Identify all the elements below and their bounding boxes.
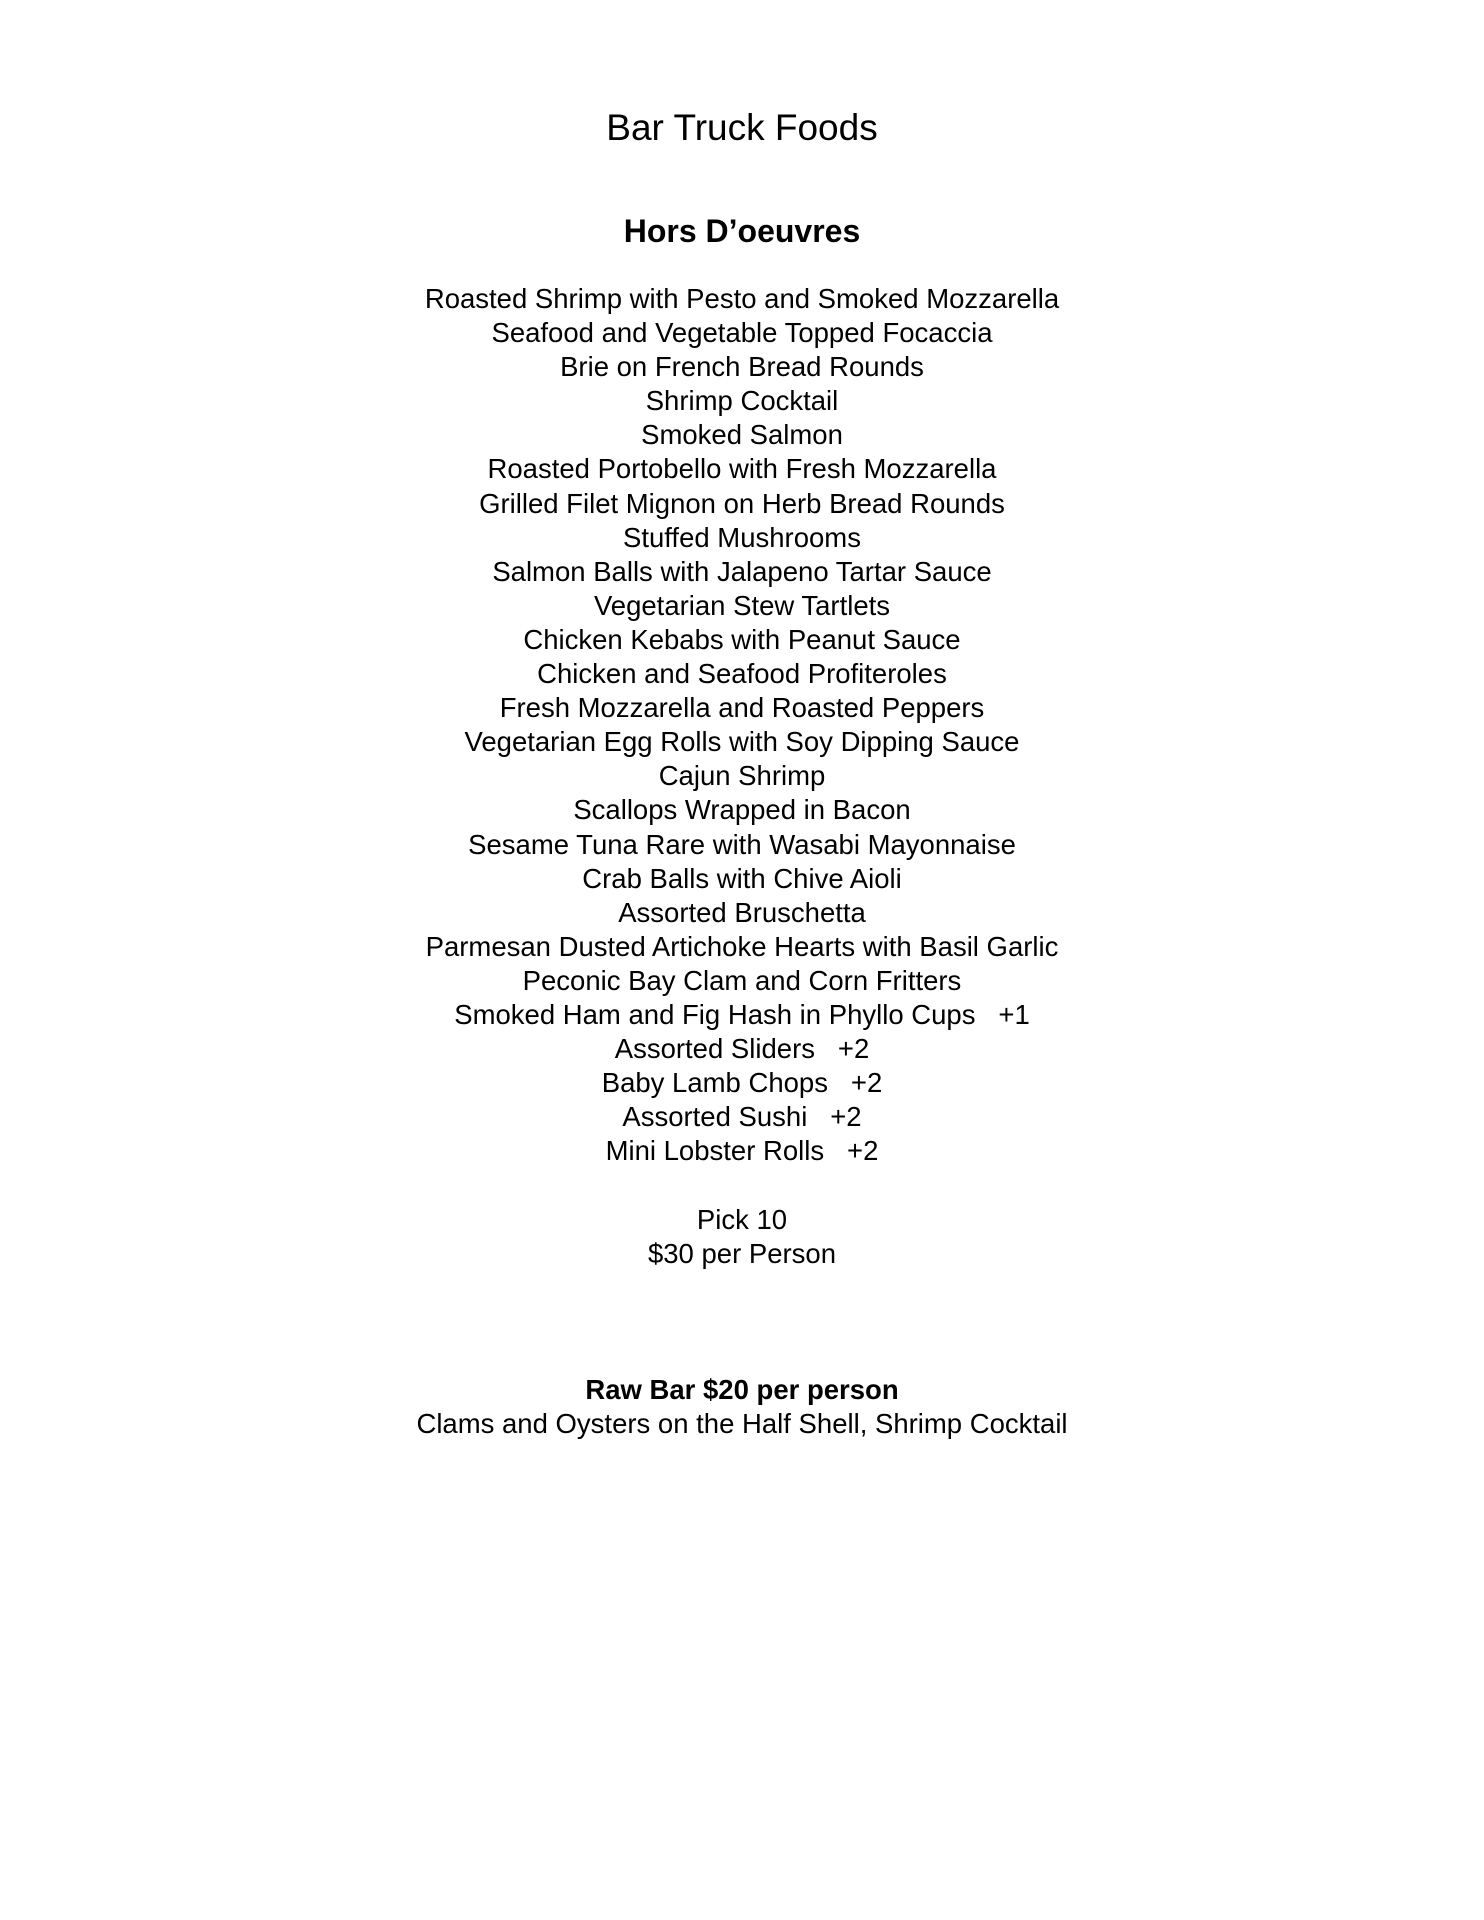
menu-item: Sesame Tuna Rare with Wasabi Mayonnaise <box>468 828 1016 860</box>
menu-item: Assorted Bruschetta <box>618 896 866 928</box>
menu-item: Fresh Mozzarella and Roasted Peppers <box>499 692 985 724</box>
menu-item: Assorted Sushi +2 <box>622 1101 862 1133</box>
raw-bar-description: Clams and Oysters on the Half Shell, Shrimp Cocktail <box>416 1408 1068 1440</box>
menu-item: Scallops Wrapped in Bacon <box>573 794 911 826</box>
hors-doeuvres-list <box>0 282 1484 1168</box>
menu-item: Smoked Ham and Fig Hash in Phyllo Cups +1 <box>454 998 1030 1030</box>
menu-item: Brie on French Bread Rounds <box>560 351 924 383</box>
menu-item: Vegetarian Egg Rolls with Soy Dipping Sauce <box>464 726 1020 758</box>
menu-item: Parmesan Dusted Artichoke Hearts with Basil Garlic <box>425 930 1059 962</box>
menu-item: Baby Lamb Chops +2 <box>601 1067 883 1099</box>
page-title: Bar Truck Foods <box>606 107 878 148</box>
menu-item: Stuffed Mushrooms <box>623 521 861 553</box>
menu-item: Shrimp Cocktail <box>645 385 839 417</box>
hors-doeuvres-heading: Hors D’oeuvres <box>623 213 861 249</box>
hors-doeuvres-pricing <box>0 1203 1484 1271</box>
menu-item: Chicken and Seafood Profiteroles <box>537 658 947 690</box>
menu-item: Mini Lobster Rolls +2 <box>605 1135 879 1167</box>
price-per-person: $30 per Person <box>647 1238 837 1270</box>
menu-item: Assorted Sliders +2 <box>614 1033 870 1065</box>
menu-item: Crab Balls with Chive Aioli <box>582 862 902 894</box>
pick-count: Pick 10 <box>696 1204 788 1235</box>
raw-bar-section <box>0 1373 1484 1441</box>
menu-item: Salmon Balls with Jalapeno Tartar Sauce <box>492 555 992 587</box>
menu-item: Grilled Filet Mignon on Herb Bread Rounds <box>479 487 1005 519</box>
menu-item: Peconic Bay Clam and Corn Fritters <box>522 964 962 996</box>
menu-item: Chicken Kebabs with Peanut Sauce <box>523 623 961 655</box>
menu-item: Seafood and Vegetable Topped Focaccia <box>491 317 993 349</box>
menu-item: Cajun Shrimp <box>658 760 826 792</box>
menu-item: Smoked Salmon <box>641 419 843 451</box>
menu-item: Roasted Portobello with Fresh Mozzarella <box>487 453 997 485</box>
menu-item: Vegetarian Stew Tartlets <box>593 589 891 621</box>
menu-item: Roasted Shrimp with Pesto and Smoked Mozzarella <box>424 283 1060 314</box>
raw-bar-heading: Raw Bar $20 per person <box>585 1374 899 1405</box>
